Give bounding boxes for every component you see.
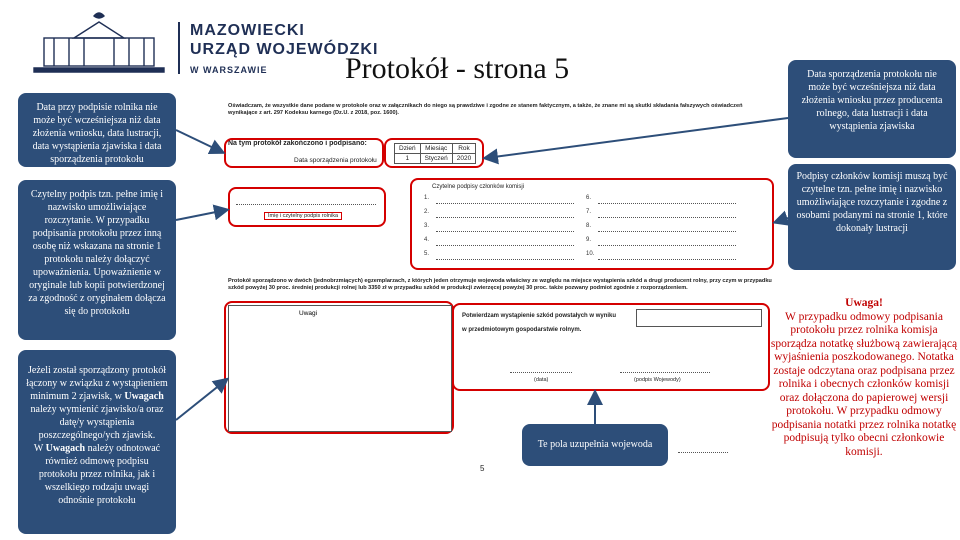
voivode-note-box: Te pola uzupełnia wojewoda xyxy=(522,424,668,466)
voivode-date-label: (data) xyxy=(534,377,549,383)
commission-signature-number: 5. xyxy=(424,251,430,257)
remarks-p2-b: należy odnotować również odmowę podpisu protokołu przez rolnika, jak i wszelkiego rodzaju uwagi odnośnie protokołu xyxy=(38,443,161,506)
logo-line-1: MAZOWIECKI xyxy=(190,22,305,39)
commission-signature-number: 6. xyxy=(586,195,592,201)
date-header-day: Dzień xyxy=(395,144,421,154)
confirm-label: Potwierdzam wystąpienie szkód powstałych w wyniku xyxy=(462,313,617,319)
date-header-month: Miesiąc xyxy=(420,144,452,154)
note-box-protocol-date: Data sporządzenia protokołu nie może być wcześniejsza niż data złożenia wniosku przez producenta rolnego, data lustracji i data wystąpienia zjawiska xyxy=(788,60,956,158)
arrow-readable-signature xyxy=(176,210,226,220)
note-box-commission-signatures: Podpisy członków komisji muszą być czytelne tzn. pełne imię i nazwisko umożliwiające rozczytanie i zgodne z osobami podanymi na stronie 1, które dokonały lustracji xyxy=(788,164,956,270)
logo-line-2: URZĄD WOJEWÓDZKI xyxy=(190,41,379,58)
remarks-p1-a: Jeżeli został sporządzony protokół łączony w związku z wystąpieniem minimum 2 zjawisk, w xyxy=(26,365,168,402)
commission-signature-number: 9. xyxy=(586,237,592,243)
commission-signature-number: 10. xyxy=(586,251,595,257)
commission-label: Czytelne podpisy członków komisji xyxy=(432,184,525,190)
page-title: Protokół - strona 5 xyxy=(345,52,570,85)
date-value-day[interactable]: 1 xyxy=(395,154,421,164)
commission-signature-number: 4. xyxy=(424,237,430,243)
date-value-year[interactable]: 2020 xyxy=(452,154,475,164)
statement-text: Oświadczam, że wszystkie dane podane w protokole oraz w załącznikach do niego są prawdziwe i zgodne ze stanem faktycznym, a także, że znane mi są skutki składania fałszywych oświadczeń wynikające z art. 297 Kodeksu karnego (Dz.U. z 2018, poz. 1600). xyxy=(228,103,743,116)
date-header-year: Rok xyxy=(452,144,475,154)
arrow-date-signature xyxy=(176,130,222,152)
commission-signature-number: 3. xyxy=(424,223,430,229)
remarks-p1-bold: Uwagach xyxy=(124,391,164,402)
warning-title: Uwaga! xyxy=(845,297,883,309)
voivode-signature-label: (podpis Wojewody) xyxy=(634,377,681,383)
note-box-readable-signature: Czytelny podpis tzn. pełne imię i nazwisko umożliwiające rozczytanie. W przypadku podpisania protokołu przez inną osobę niż wskazana na stronie 1 protokołu należy dołączyć upoważnienia. Upoważnienie w oryginale lub kopii potwierdzonej za zgodność z oryginałem dołącza się do protokołu xyxy=(18,180,176,340)
farmer-signature-label: Imię i czytelny podpis rolnika xyxy=(264,212,342,220)
date-label: Data sporządzenia protokołu xyxy=(294,157,377,164)
page-number: 5 xyxy=(480,464,485,473)
closed-label: Na tym protokół zakończono i podpisano: xyxy=(228,140,367,147)
remarks-p2-bold: Uwagach xyxy=(45,443,86,454)
arrow-remarks xyxy=(176,380,226,420)
remarks-p2-a: W xyxy=(33,443,46,454)
commission-signature-number: 2. xyxy=(424,209,430,215)
note-box-date-signature: Data przy podpisie rolnika nie może być wcześniejsza niż data złożenia wniosku, data lustracji, data wystąpienia zjawiska i data sporządzenia protokołu xyxy=(18,93,176,167)
arrow-commission xyxy=(776,218,788,222)
date-value-month[interactable]: Styczeń xyxy=(420,154,452,164)
remarks-p1-b: należy wymienić zjawisko/a oraz datę/y wystąpienia poszczególnego/ych zjawisk. xyxy=(30,404,164,441)
remarks-label: Uwagi xyxy=(299,310,318,317)
arrow-protocol-date xyxy=(486,118,788,158)
commission-signature-number: 1. xyxy=(424,195,430,201)
warning-text: W przypadku odmowy podpisania protokołu przez rolnika komisja sporządza notatkę służbową zawierającą wyjaśnienia poszkodowanego. Notatka zostaje odczytana oraz podpisana przez rolnika i obecnych członków komisji oraz dołączona do papierowej wersji protokołu. W przypadku odmowy podpisania notatki przez rolnika notatkę podpisują tylko obecni członkowie komisji. xyxy=(770,310,958,458)
commission-signature-number: 8. xyxy=(586,223,592,229)
commission-signature-number: 7. xyxy=(586,209,592,215)
damage-text: Protokół sporządzono w dwóch (jednobrzmiących) egzemplarzach, z których jeden otrzymuje wojewoda właściwy ze względu na miejsce wystąpienia szkód a drugi producent rolny, przy czym w przypadku szkód powyżej 30 proc. średniej produkcji rolnej lub 3350 zł w przypadku szkód w produkcji zwierzęcej powyżej 30 proc. także pozwany podmiot zgodnie z rozporządzeniem. xyxy=(228,278,772,291)
confirm-sub: w przedmiotowym gospodarstwie rolnym. xyxy=(462,327,582,333)
logo-line-3: W WARSZAWIE xyxy=(190,65,268,75)
